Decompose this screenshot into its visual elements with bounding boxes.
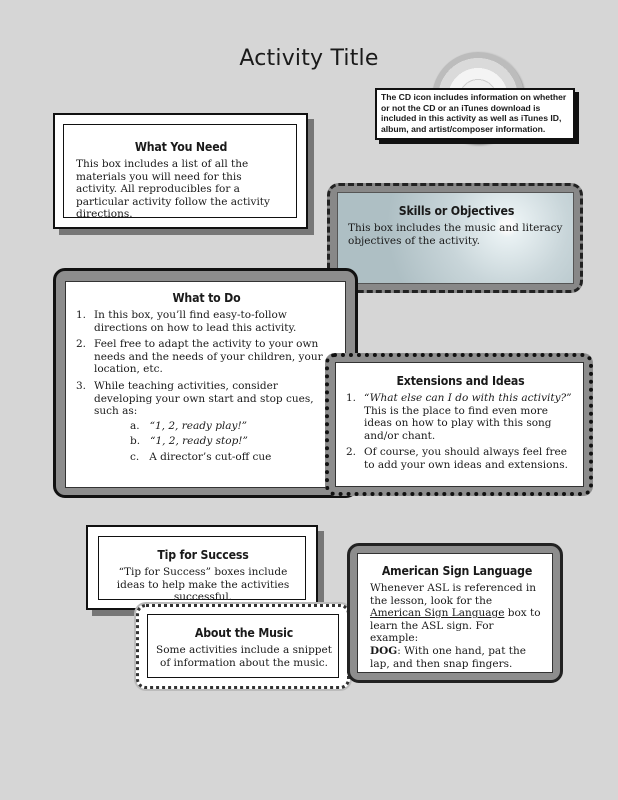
asl-heading: American Sign Language [381, 563, 533, 578]
extensions-heading: Extensions and Ideas [396, 373, 525, 388]
what-you-need-body: This box includes a list of all the materials you will need for this activity. All reproducibles for a particular activity follow the activity directions. [76, 158, 270, 221]
what-you-need-box [63, 124, 297, 221]
cd-note-text: The CD icon includes information on whether or not the CD or an iTunes download is included in this activity as well as iTunes ID, album, and artist/composer information. [381, 92, 567, 134]
list-item: 1. “What else can I do with this activity?” This is the place to find even more ideas on how to play with this song and/or chant. [346, 392, 572, 442]
skills-box [337, 192, 574, 284]
tip-body: “Tip for Success” boxes include ideas to help make the activities successful. [116, 566, 290, 604]
cue-sublist [112, 420, 337, 464]
list-item: 1. In this box, you’ll find easy-to-follow directions on how to lead this activity. [76, 309, 297, 334]
asl-example: DOG: With one hand, pat the lap, and then snap fingers. [370, 644, 526, 670]
skills-body: This box includes the music and literacy objectives of the activity. [348, 222, 563, 247]
extensions-box [335, 362, 584, 487]
cd-note-box [375, 88, 575, 140]
tip-box [98, 536, 306, 604]
list-item: c. A director’s cut-off cue [130, 450, 272, 463]
list-item: 2. Feel free to adapt the activity to your own needs and the needs of your children, your location, etc. [76, 338, 323, 376]
list-item: b. “1, 2, ready stop!” [130, 435, 248, 448]
what-to-do-heading: What to Do [172, 290, 241, 305]
skills-heading: Skills or Objectives [398, 203, 515, 218]
what-you-need-heading: What You Need [134, 139, 228, 154]
about-music-heading: About the Music [194, 625, 294, 640]
list-item: 2. Of course, you should always feel free to add your own ideas and extensions. [346, 446, 568, 471]
asl-box-reference: American Sign Language [370, 607, 505, 620]
about-music-body: Some activities include a snippet of information about the music. [156, 644, 332, 669]
page-title: Activity Title [239, 46, 379, 71]
list-item: a. “1, 2, ready play!” [130, 419, 248, 432]
asl-box [357, 553, 553, 673]
extensions-list [346, 392, 575, 472]
asl-body: Whenever ASL is referenced in the lesson, look for the American Sign Language box to learn the ASL sign. For example: [370, 582, 541, 645]
tip-heading: Tip for Success [157, 547, 249, 562]
list-item: 3. While teaching activities, consider developing your own start and stop cues, such as: a. “1, 2, ready play!” b. “1, 2, ready stop!” c. A director’s cut-off cue [76, 380, 337, 464]
what-to-do-list [76, 309, 337, 464]
about-music-box [147, 614, 339, 678]
what-to-do-box [65, 281, 346, 488]
